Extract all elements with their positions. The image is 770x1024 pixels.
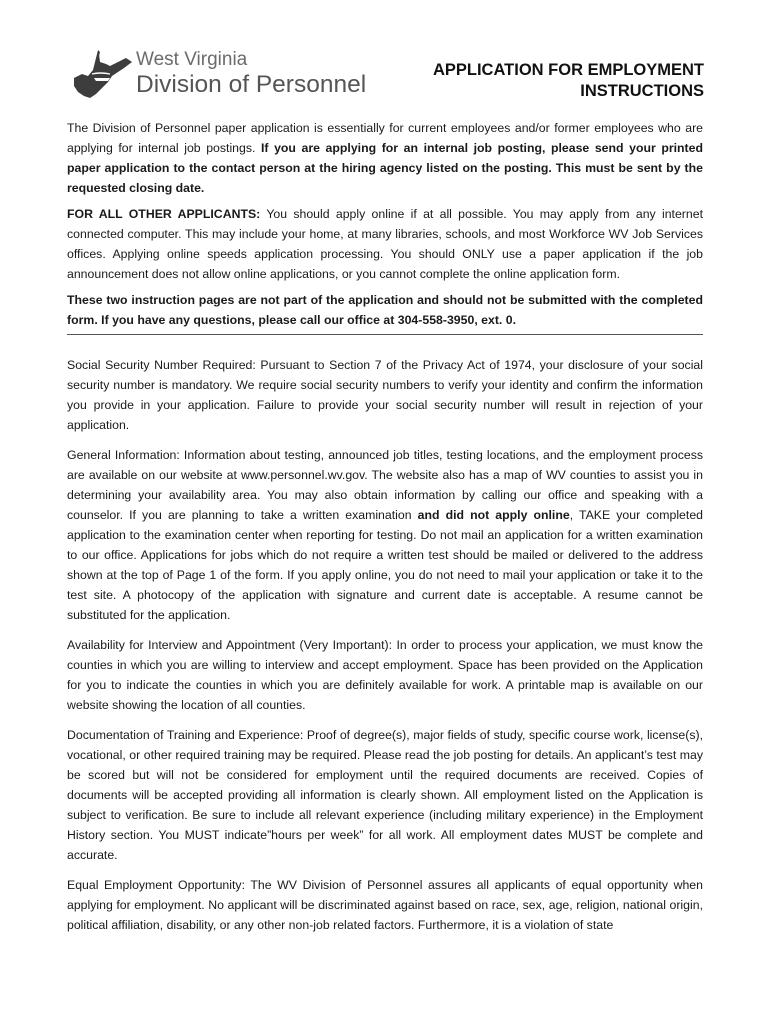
wv-state-outline-icon [66, 48, 136, 104]
intro-paragraph-1 [67, 118, 703, 198]
ssn-paragraph: Social Security Number Required: Pursuant to Section 7 of the Privacy Act of 1974, your disclosure of your social security number is mandatory. We require social security numbers to verify your identity and confirm the information you provide in your application. Failure to provide your social security number will result in rejection of your application. [67, 358, 703, 432]
documentation-paragraph: Documentation of Training and Experience: Proof of degree(s), major fields of study, specific course work, license(s), vocational, or other required training may be required. Please read the job posting for details. An applicant’s test may be scored but will not be considered for employment until the required documents are received. Copies of documents will be accepted providing all information is clearly shown. All employment listed on the Application is subject to verification. Be sure to include all relevant experience (including military experience) in the Employment History section. You MUST indicate”hours per week” for all work. All employment dates MUST be complete and accurate. [67, 728, 703, 862]
org-state-name: West Virginia [136, 49, 248, 70]
document-title [433, 60, 704, 102]
org-division-name: Division of Personnel [136, 71, 367, 98]
intro-p1-emphasis: If you are applying for an internal job posting, please send your printed paper application to the contact person at the hiring agency listed on the posting. This must be sent by the requested closing date. [67, 141, 703, 195]
document-body [67, 118, 703, 945]
availability-paragraph: Availability for Interview and Appointment (Very Important): In order to process your application, we must know the counties in which you are willing to interview and accept employment. Space has been provided on the Application for you to indicate the counties in which you are definitely available for work. A printable map is available on our website showing the location of all counties. [67, 638, 703, 712]
general-info-text-a: General Information: Information about testing, announced job titles, testing locations, and the employment process are available on our website at www.personnel.wv.gov. The website also has a map of WV counties to assist you in determining your availability area. You may also obtain information by calling our office and speaking with a counselor. If you are planning to take a written examination [67, 448, 703, 522]
general-information-paragraph [67, 445, 703, 625]
document-header [66, 44, 706, 108]
eeo-paragraph: Equal Employment Opportunity: The WV Division of Personnel assures all applicants of equal opportunity when applying for employment. No applicant will be discriminated against based on race, sex, age, religion, national origin, political affiliation, disability, or any other non-job related factors. Furthermore, it is a violation of state [67, 878, 703, 932]
general-info-emphasis: and did not apply online [417, 508, 570, 522]
title-line-2: INSTRUCTIONS [580, 82, 704, 100]
other-applicants-label: FOR ALL OTHER APPLICANTS: [67, 207, 261, 221]
instruction-note: These two instruction pages are not part of the application and should not be submitted with the completed form. If you have any questions, please call our office at 304-558-3950, ext. 0. [67, 293, 703, 327]
intro-p2-text: You should apply online if at all possible. You may apply from any internet connected computer. This may include your home, at many libraries, schools, and most Workforce WV Job Services offices. Applying online speeds application processing. You should ONLY use a paper application if the job announcement does not allow online applications, or you cannot complete the online application form. [67, 207, 703, 281]
intro-paragraph-2 [67, 204, 703, 284]
intro-paragraph-3 [67, 290, 703, 330]
intro-p1-text: The Division of Personnel paper application is essentially for current employees and/or former employees who are applying for internal job postings. [67, 121, 703, 155]
title-line-1: APPLICATION FOR EMPLOYMENT [432, 61, 704, 79]
section-divider [67, 334, 703, 335]
general-info-text-b: , TAKE your completed application to the examination center when reporting for testing. Do not mail an application for a written examination to our office. Applications for jobs which do not require a written test should be mailed or delivered to the address shown at the top of Page 1 of the form. If you apply online, you do not need to mail your application or take it to the test site. A photocopy of the application with signature and current date is acceptable. A resume cannot be substituted for the application. [67, 508, 703, 622]
